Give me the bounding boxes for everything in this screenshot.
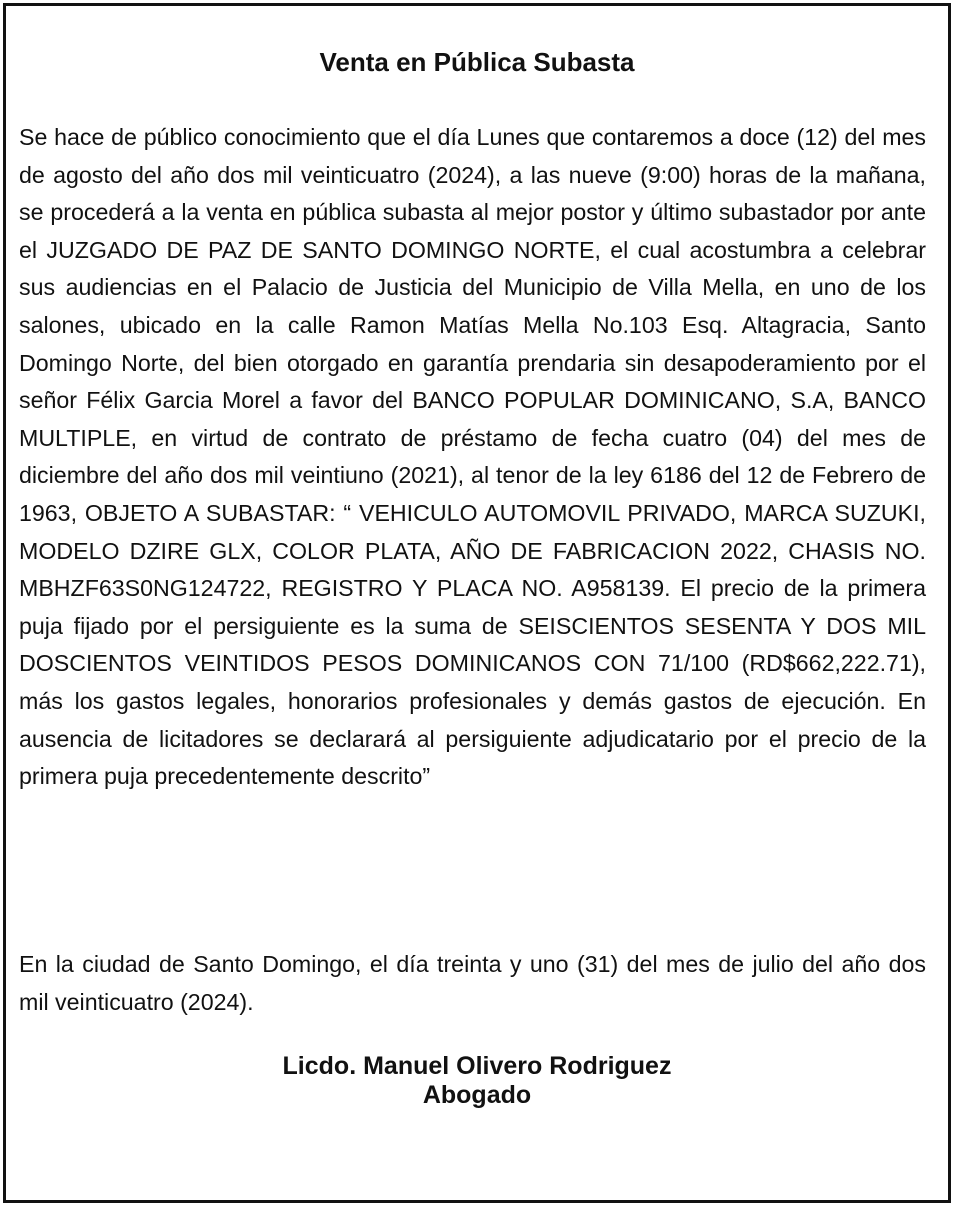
notice-body: Se hace de público conocimiento que el día Lunes que contaremos a doce (12) del mes de agosto del año dos mil veinticuatro (2024), a las nueve (9:00) horas de la mañana, se procederá a la venta en pública subasta al mejor postor y último subastador por ante el JUZGADO DE PAZ DE SANTO DOMINGO NORTE, el cual acostumbra a celebrar sus audiencias en el Palacio de Justicia del Municipio de Villa Mella, en uno de los salones, ubicado en la calle Ramon Matías Mella No.103 Esq. Altagracia, Santo Domingo Norte, del bien otorgado en garantía prendaria sin desapoderamiento por el señor Félix Garcia Morel a favor del BANCO POPULAR DOMINICANO, S.A, BANCO MULTIPLE, en virtud de contrato de préstamo de fecha cuatro (04) del mes de diciembre del año dos mil veintiuno (2021), al tenor de la ley 6186 del 12 de Febrero de 1963, OBJETO A SUBASTAR: “ VEHICULO AUTOMOVIL PRIVADO, MARCA SUZUKI, MODELO DZIRE GLX, COLOR PLATA, AÑO DE FABRICACION 2022, CHASIS NO. MBHZF63S0NG124722, REGISTRO Y PLACA NO. A958139. El precio de la primera puja fijado por el persiguiente es la suma de SEISCIENTOS SESENTA Y DOS MIL DOSCIENTOS VEINTIDOS PESOS DOMINICANOS CON 71/100 (RD$662,222.71), más los gastos legales, honorarios profesionales y demás gastos de ejecución. En ausencia de licitadores se declarará al persiguiente adjudicatario por el precio de la primera puja precedentemente descrito” bbox=[19, 124, 926, 790]
signature-block bbox=[0, 1052, 954, 1110]
signature-title: Abogado bbox=[422, 1081, 532, 1109]
notice-closing: En la ciudad de Santo Domingo, el día treinta y uno (31) del mes de julio del año dos mil veinticuatro (2024). bbox=[19, 951, 926, 1015]
notice-title: Venta en Pública Subasta bbox=[319, 47, 635, 77]
signature-name: Licdo. Manuel Olivero Rodriguez bbox=[282, 1052, 672, 1080]
